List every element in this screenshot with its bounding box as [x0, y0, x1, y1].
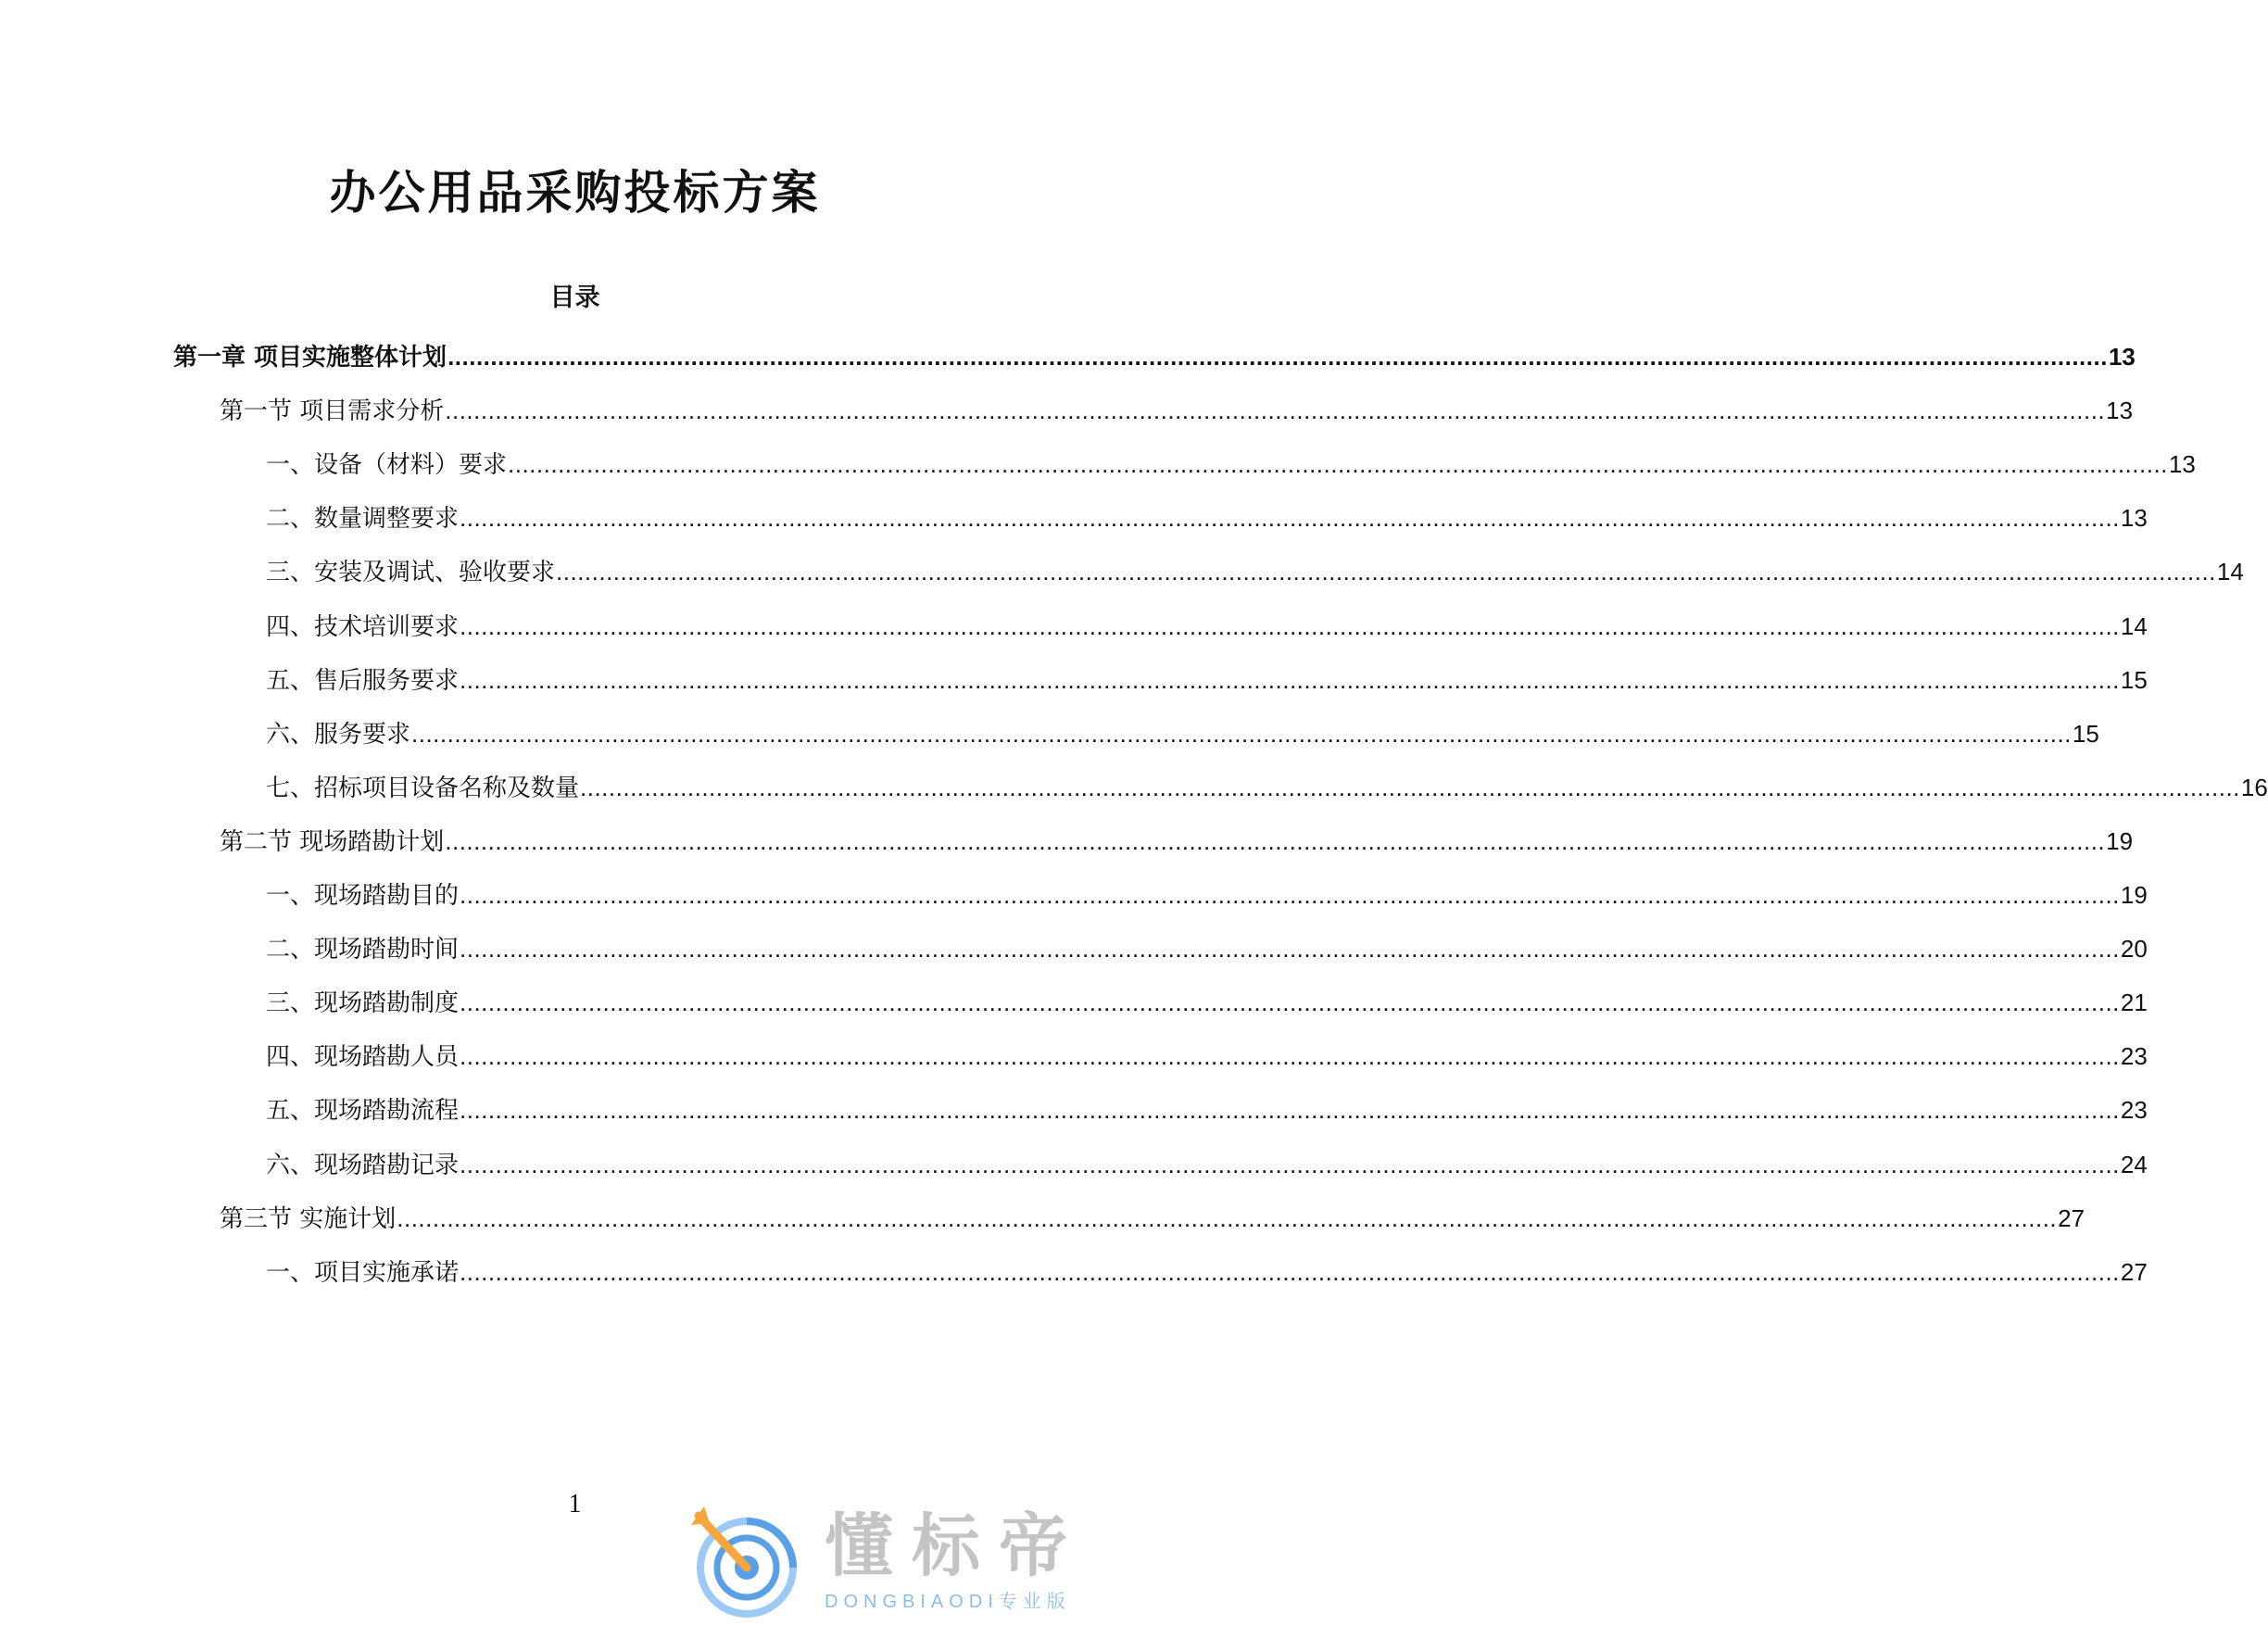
toc-entry-level-3[interactable] [266, 930, 2148, 967]
toc-entry-level-3[interactable] [266, 446, 2196, 483]
toc-entry-page-number: 27 [2058, 1203, 2085, 1232]
toc-entry-title: 七、招标项目设备名称及数量 [266, 774, 580, 802]
toc-entry-level-2[interactable] [220, 823, 2134, 860]
toc-entry-page-number: 23 [2120, 1096, 2148, 1125]
toc-entry-title: 六、服务要求 [266, 720, 411, 749]
toc-entry-page-number: 13 [2106, 397, 2134, 425]
toc-dot-leader: ........................................................................................................................................................................................................................................ [460, 935, 2120, 964]
toc-entry-page-number: 21 [2120, 989, 2148, 1017]
toc-entry-title: 一、项目实施承诺 [266, 1258, 460, 1287]
toc-entry-page-number: 23 [2120, 1042, 2148, 1071]
toc-entry-page-number: 13 [2120, 504, 2148, 533]
toc-entry-level-3[interactable] [266, 499, 2148, 536]
toc-entry-page-number: 27 [2120, 1257, 2148, 1286]
toc-entry-level-3[interactable] [266, 1146, 2148, 1183]
toc-dot-leader: ........................................................................................................................................................................................................................................ [460, 989, 2120, 1017]
toc-entry-level-3[interactable] [266, 715, 2099, 752]
toc-entry-level-3[interactable] [266, 1038, 2148, 1075]
toc-dot-leader: ........................................................................................................................................................................................................................................ [460, 504, 2120, 533]
toc-dot-leader: ........................................................................................................................................................................................................................................ [445, 397, 2106, 425]
toc-entry-page-number: 15 [2072, 719, 2099, 748]
toc-entry-page-number: 20 [2120, 935, 2148, 964]
toc-entry-title: 三、安装及调试、验收要求 [266, 559, 556, 587]
toc-dot-leader: ........................................................................................................................................................................................................................................ [397, 1203, 2058, 1232]
toc-entry-level-2[interactable] [220, 392, 2134, 429]
toc-entry-title: 第一章 项目实施整体计划 [173, 344, 447, 372]
toc-dot-leader: ........................................................................................................................................................................................................................................ [556, 558, 2216, 586]
toc-entry-level-3[interactable] [266, 984, 2148, 1021]
toc-heading: 目录 [549, 283, 600, 312]
toc-entry-level-3[interactable] [266, 1091, 2148, 1128]
toc-entry-page-number: 19 [2120, 881, 2148, 909]
toc-dot-leader: ........................................................................................................................................................................................................................................ [445, 826, 2106, 855]
toc-entry-title: 第二节 现场踏勘计划 [220, 827, 445, 856]
page-number: 1 [568, 1490, 582, 1518]
toc-entry-title: 第三节 实施计划 [220, 1204, 397, 1233]
toc-entry-title: 四、技术培训要求 [266, 612, 460, 641]
toc-entry-title: 四、现场踏勘人员 [266, 1043, 460, 1072]
toc-dot-leader: ........................................................................................................................................................................................................................................ [460, 1257, 2120, 1286]
toc-entry-page-number: 14 [2216, 558, 2244, 586]
toc-entry-level-3[interactable] [266, 769, 2268, 806]
toc-dot-leader: ........................................................................................................................................................................................................................................ [460, 611, 2120, 640]
toc-dot-leader: ........................................................................................................................................................................................................................................ [460, 1042, 2120, 1071]
toc-dot-leader: ........................................................................................................................................................................................................................................ [508, 450, 2168, 479]
toc-dot-leader: ........................................................................................................................................................................................................................................ [460, 881, 2120, 909]
toc-entry-level-3[interactable] [266, 608, 2148, 645]
toc-entry-title: 五、现场踏勘流程 [266, 1097, 460, 1126]
toc-entry-title: 一、设备（材料）要求 [266, 451, 508, 480]
toc-dot-leader: ........................................................................................................................................................................................................................................ [580, 773, 2240, 801]
toc-entry-title: 六、现场踏勘记录 [266, 1151, 460, 1179]
toc-entry-title: 五、售后服务要求 [266, 666, 460, 695]
brand-subtitle: DONGBIAODI专业版 [825, 1592, 1071, 1612]
toc-entry-page-number: 13 [2168, 450, 2196, 479]
toc-entry-title: 二、现场踏勘时间 [266, 936, 460, 964]
toc-entry-page-number: 24 [2120, 1150, 2148, 1178]
toc-entry-level-1[interactable] [173, 338, 2136, 375]
toc-entry-title: 第一节 项目需求分析 [220, 397, 445, 426]
toc-entry-page-number: 14 [2120, 611, 2148, 640]
toc-entry-page-number: 15 [2120, 665, 2148, 694]
toc-entry-level-3[interactable] [266, 553, 2244, 590]
toc-entry-title: 二、数量调整要求 [266, 505, 460, 534]
brand-watermark [686, 1503, 1130, 1621]
toc-entry-page-number: 13 [2108, 343, 2136, 371]
toc-entry-page-number: 19 [2106, 826, 2134, 855]
document-title: 办公用品采购投标方案 [329, 166, 821, 220]
toc-entry-level-3[interactable] [266, 1253, 2148, 1291]
toc-dot-leader: ........................................................................................................................................................................................................................................ [460, 1150, 2120, 1178]
toc-entry-level-3[interactable] [266, 876, 2148, 913]
toc-dot-leader: ........................................................................................................................................................................................................................................ [411, 719, 2072, 748]
toc-dot-leader: ........................................................................................................................................................................................................................................ [460, 665, 2120, 694]
toc-entry-level-3[interactable] [266, 661, 2148, 699]
toc-dot-leader: ........................................................................................................................................................................................................................................ [447, 343, 2108, 371]
toc-entry-level-2[interactable] [220, 1200, 2085, 1237]
toc-entry-title: 三、现场踏勘制度 [266, 989, 460, 1018]
target-arrow-icon [686, 1503, 806, 1621]
toc-entry-title: 一、现场踏勘目的 [266, 882, 460, 910]
toc-entry-page-number: 16 [2240, 773, 2268, 801]
brand-name: 懂标帝 [825, 1506, 1086, 1586]
toc-dot-leader: ........................................................................................................................................................................................................................................ [460, 1096, 2120, 1125]
